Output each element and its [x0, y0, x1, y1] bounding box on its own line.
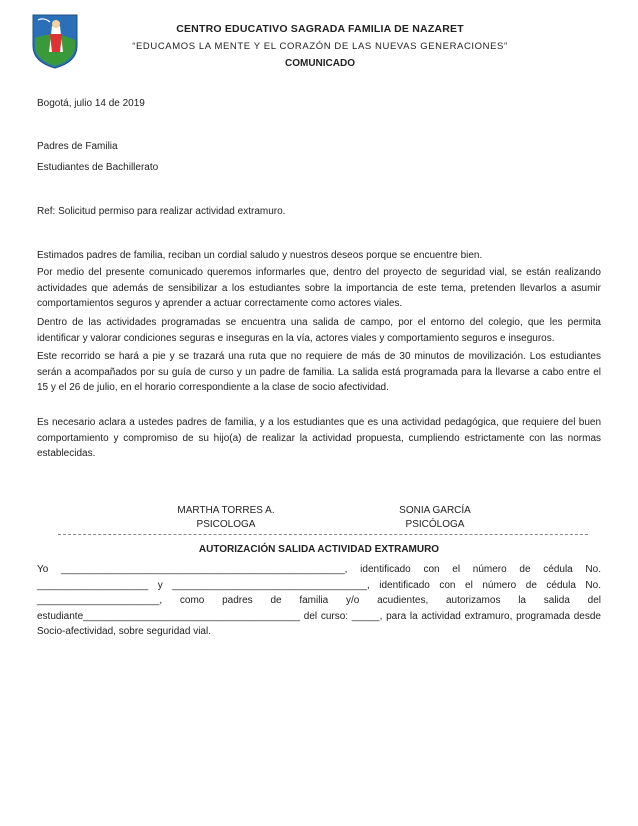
signature-right [345, 504, 525, 532]
reference-line: Ref: Solicitud permiso para realizar actividad extramuro. [37, 206, 286, 217]
signature-left-name: MARTHA TORRES A. [177, 505, 275, 516]
authorization-title: AUTORIZACIÓN SALIDA ACTIVIDAD EXTRAMURO [198, 544, 440, 555]
letter-date: Bogotá, julio 14 de 2019 [37, 98, 145, 109]
signature-left-role: PSICOLOGA [196, 519, 256, 530]
recipient-parents: Padres de Familia [37, 141, 118, 152]
paragraph-route: Este recorrido se hará a pie y se trazará una ruta que no requiere de más de 30 minutos de movilización. Los estudiantes serán a acompañados por su guía de curso y un padre de familia. La salida está programada para la llevarse a cabo entre el 15 y el 26 de julio, en el horario correspondiente a la clase de socio afectividad. [37, 351, 601, 394]
signature-right-role: PSICÓLOGA [405, 519, 465, 530]
paragraph-note: Es necesario aclara a ustedes padres de familia, y a los estudiantes que es una actividad pedagógica, que requiere del buen comportamiento y compromiso de su hijo(a) de realizar la actividad propuesta, cumpliendo estrictamente con las normas establecidas. [37, 417, 601, 460]
recipient-students: Estudiantes de Bachillerato [37, 162, 159, 173]
school-crest-icon [30, 12, 80, 70]
paragraph-activities: Dentro de las actividades programadas se encuentra una salida de campo, por el entorno del colegio, que les permita identificar y valorar condiciones seguras e inseguras en la vía, actores viales y comportamiento seguros e inseguros. [37, 317, 601, 344]
cut-line [58, 534, 588, 536]
document-type: COMUNICADO [285, 58, 355, 69]
signature-right-name: SONIA GARCÍA [399, 505, 471, 516]
school-name: CENTRO EDUCATIVO SAGRADA FAMILIA DE NAZARET [176, 23, 464, 35]
school-motto: “EDUCAMOS LA MENTE Y EL CORAZÓN DE LAS NUEVAS GENERACIONES” [132, 41, 508, 52]
authorization-body: Yo ___________________________________________________, identificado con el número de cédula No. ____________________ y ___________________________________, identificado con el número de cédula No. ______________________, como padres de familia y/o acudientes, autorizamos la salida del estudiante_______________________________________ del curso: _____, para la actividad extramuro, programada desde Socio-afectividad, sobre seguridad vial. [37, 564, 601, 638]
paragraph-intro: Por medio del presente comunicado queremos informarles que, dentro del proyecto de seguridad vial, se están realizando actividades que además de sensibilizar a los estudiantes sobre la importancia de este tema, pretenden llevarlos a asumir comportamientos seguros y aprender a actuar correctamente como actores viales. [37, 267, 601, 310]
greeting: Estimados padres de familia, reciban un cordial saludo y nuestros deseos porque se encuentre bien. [37, 250, 483, 261]
signature-left [136, 504, 316, 532]
